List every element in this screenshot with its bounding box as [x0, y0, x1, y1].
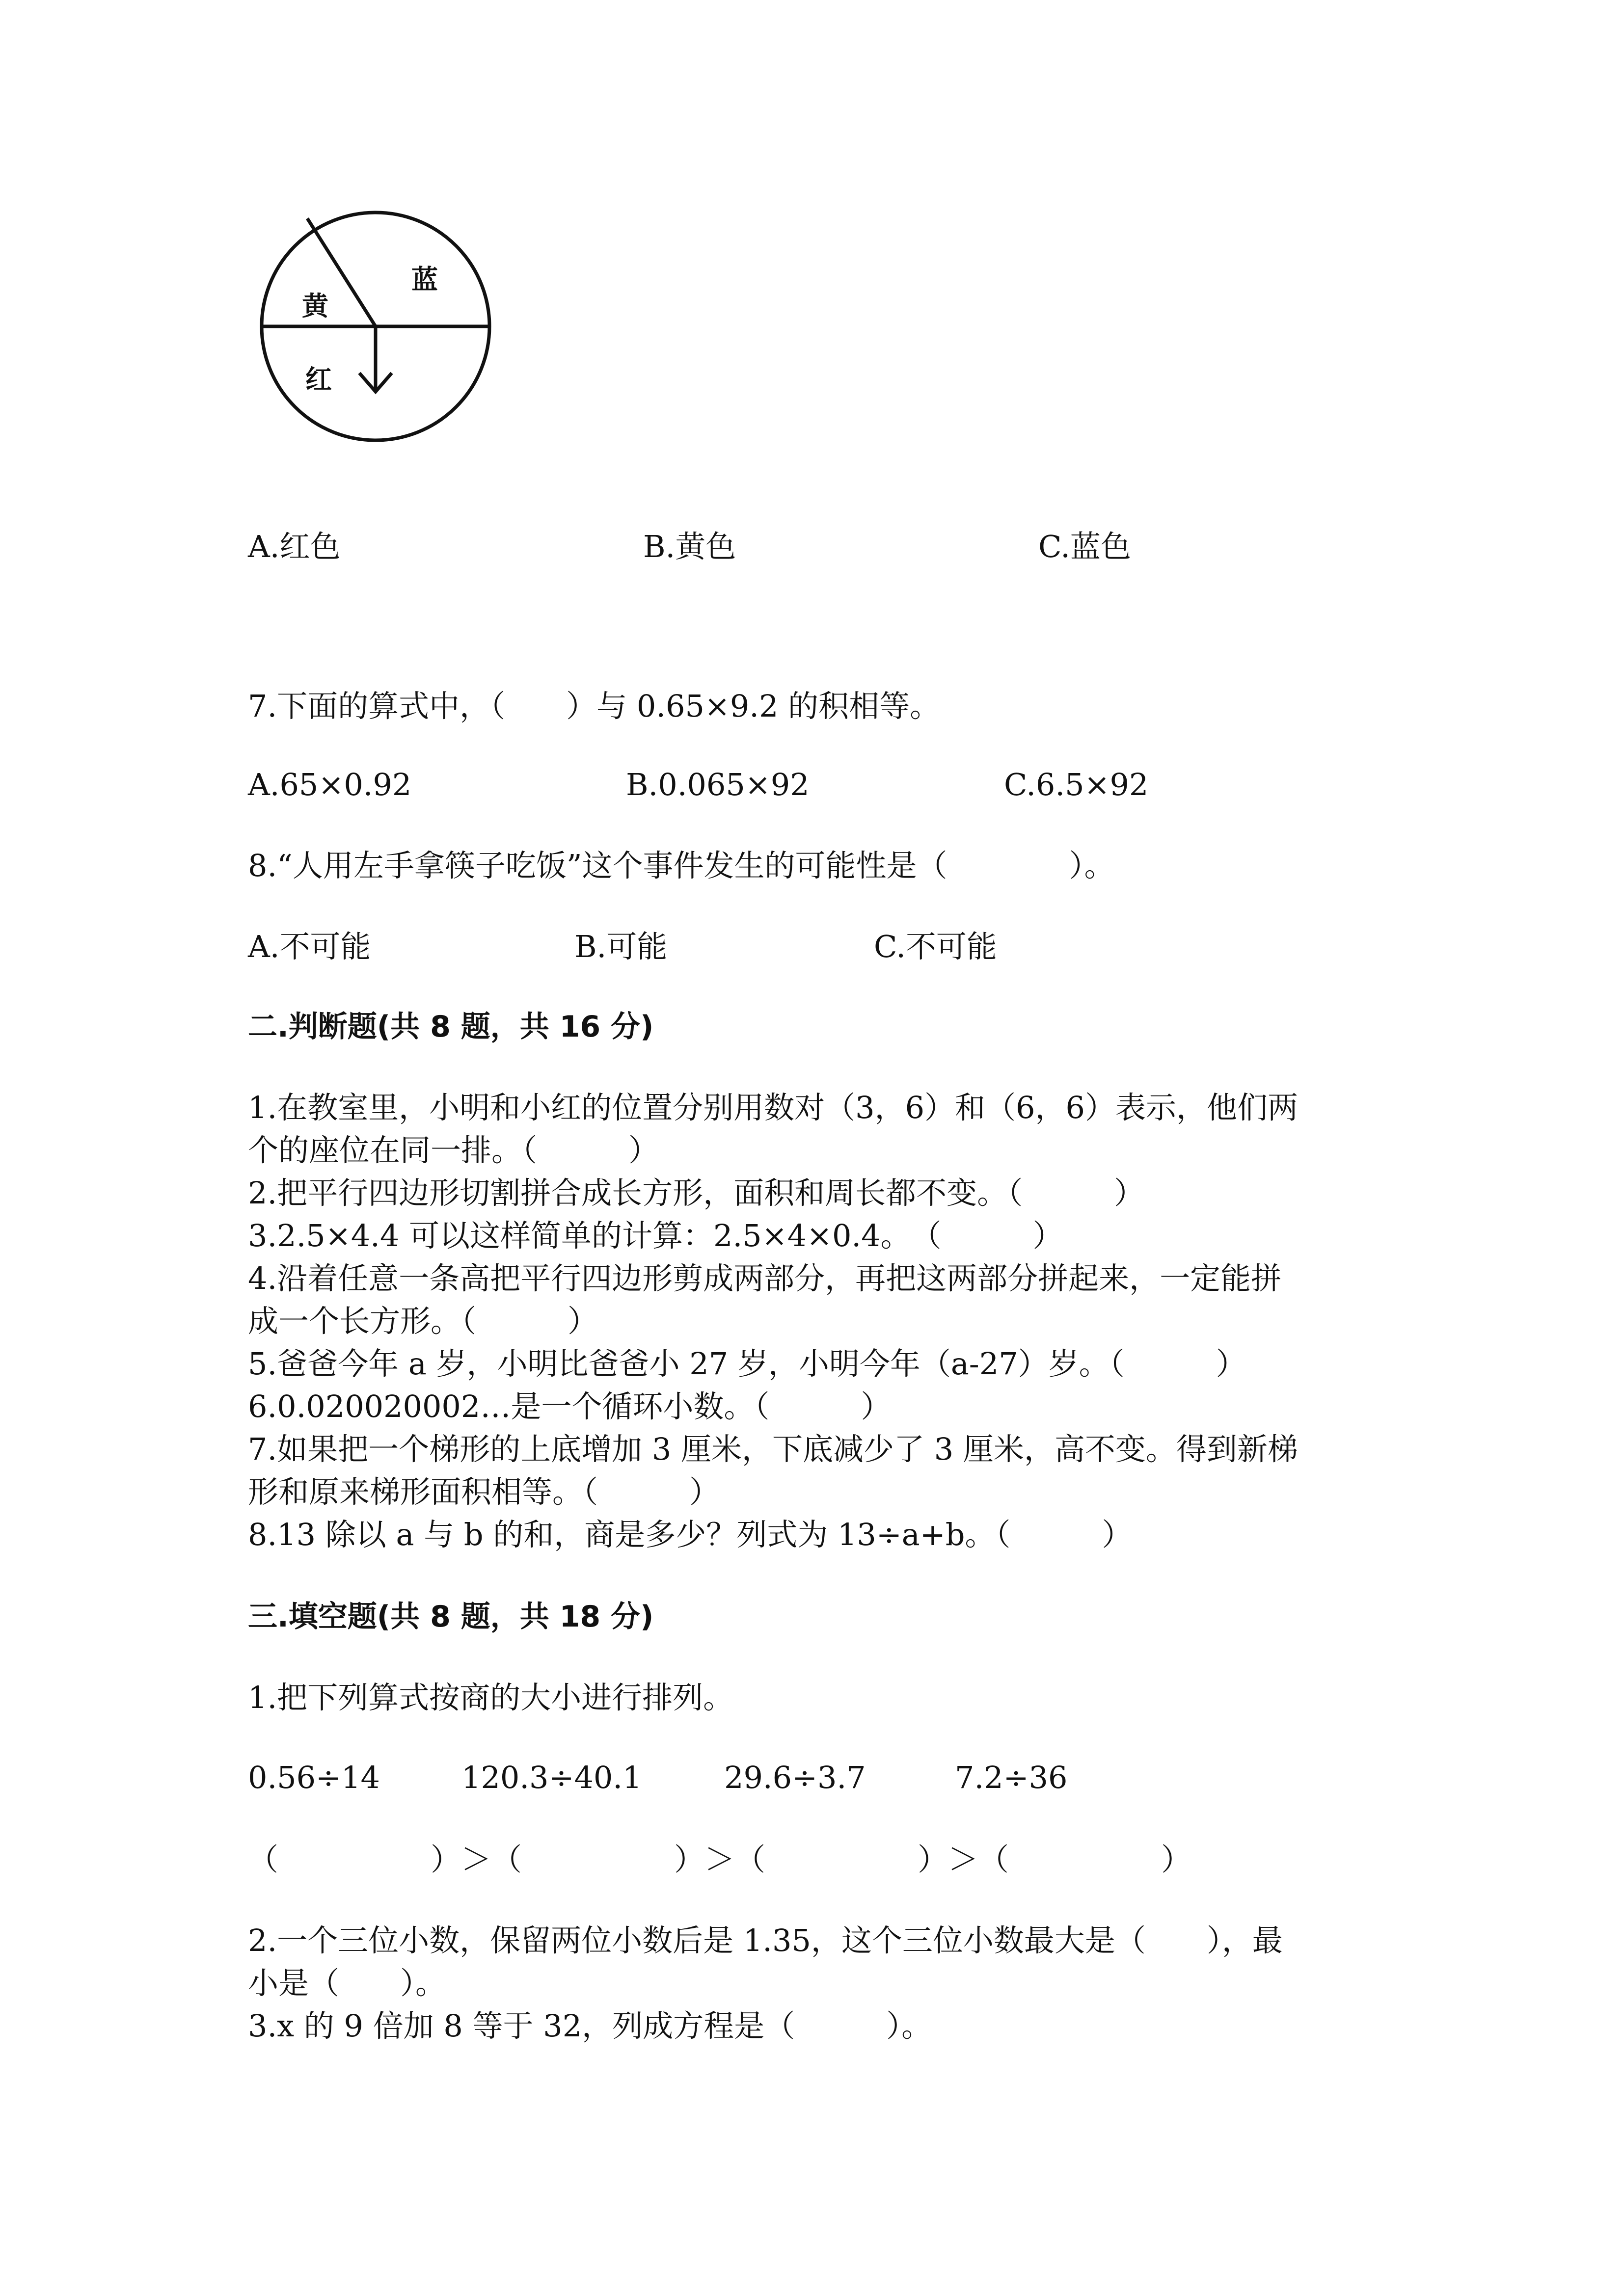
fill-q2-line: 小是（ ）。	[248, 1965, 446, 2001]
q7-question: 7.下面的算式中，（ ）与 0.65×9.2 的积相等。	[248, 688, 941, 724]
judgment-line: 2.把平行四边形切割拼合成长方形，面积和周长都不变。（ ）	[248, 1175, 1145, 1211]
section-2-title: 二.判断题(共 8 题，共 16 分)	[248, 1010, 654, 1044]
judgment-line: 3.2.5×4.4 可以这样简单的计算：2.5×4×0.4。 （ ）	[248, 1218, 1063, 1254]
q8-option-a: A.不可能	[248, 929, 371, 964]
fill-q1-expression: 0.56÷14	[248, 1760, 380, 1795]
judgment-line: 成一个长方形。（ ）	[248, 1303, 598, 1339]
q8-option-b: B.可能	[574, 929, 668, 964]
section-3-title: 三.填空题(共 8 题，共 18 分)	[248, 1600, 654, 1634]
q6-option-b: B.黄色	[643, 529, 736, 564]
judgment-line: 5.爸爸今年 a 岁，小明比爸爸小 27 岁，小明今年（a-27）岁。（ ）	[248, 1346, 1246, 1382]
spinner-diagram	[255, 206, 501, 442]
fill-q1-expression: 29.6÷3.7	[724, 1760, 866, 1795]
judgment-line: 形和原来梯形面积相等。（ ）	[248, 1474, 720, 1510]
judgment-line: 1.在教室里，小明和小红的位置分别用数对（3，6）和（6，6）表示，他们两	[248, 1090, 1298, 1125]
spinner-label-red: 红	[305, 364, 332, 395]
q8-question: 8.“人用左手拿筷子吃饭”这个事件发生的可能性是（ ）。	[248, 848, 1115, 883]
q7-option-a: A.65×0.92	[248, 767, 412, 802]
spinner-label-blue: 蓝	[411, 264, 438, 295]
fill-q2-line: 2.一个三位小数，保留两位小数后是 1.35，这个三位小数最大是（ ），最	[248, 1922, 1283, 1958]
q7-option-c: C.6.5×92	[1004, 767, 1149, 802]
fill-q1-blanks: （ ）＞（ ）＞（ ）＞（ ）	[248, 1842, 1192, 1877]
fill-q1-question: 1.把下列算式按商的大小进行排列。	[248, 1680, 734, 1715]
spinner-label-yellow: 黄	[302, 291, 328, 321]
judgment-line: 7.如果把一个梯形的上底增加 3 厘米，下底减少了 3 厘米，高不变。得到新梯	[248, 1431, 1298, 1467]
judgment-line: 8.13 除以 a 与 b 的和，商是多少？列式为 13÷a+b。（ ）	[248, 1517, 1133, 1552]
judgment-line: 4.沿着任意一条高把平行四边形剪成两部分，再把这两部分拼起来，一定能拼	[248, 1260, 1282, 1296]
fill-q1-expression: 7.2÷36	[955, 1760, 1068, 1795]
fill-q1-expression: 120.3÷40.1	[461, 1760, 642, 1795]
judgment-line: 6.0.020020002…是一个循环小数。（ ）	[248, 1388, 892, 1424]
q6-option-a: A.红色	[248, 529, 341, 564]
judgment-line: 个的座位在同一排。（ ）	[248, 1132, 659, 1168]
q7-option-b: B.0.065×92	[626, 767, 810, 802]
q8-option-c: C.不可能	[874, 929, 997, 964]
fill-q3-line: 3.x 的 9 倍加 8 等于 32，列成方程是（ ）。	[248, 2008, 932, 2044]
q6-option-c: C.蓝色	[1038, 529, 1131, 564]
